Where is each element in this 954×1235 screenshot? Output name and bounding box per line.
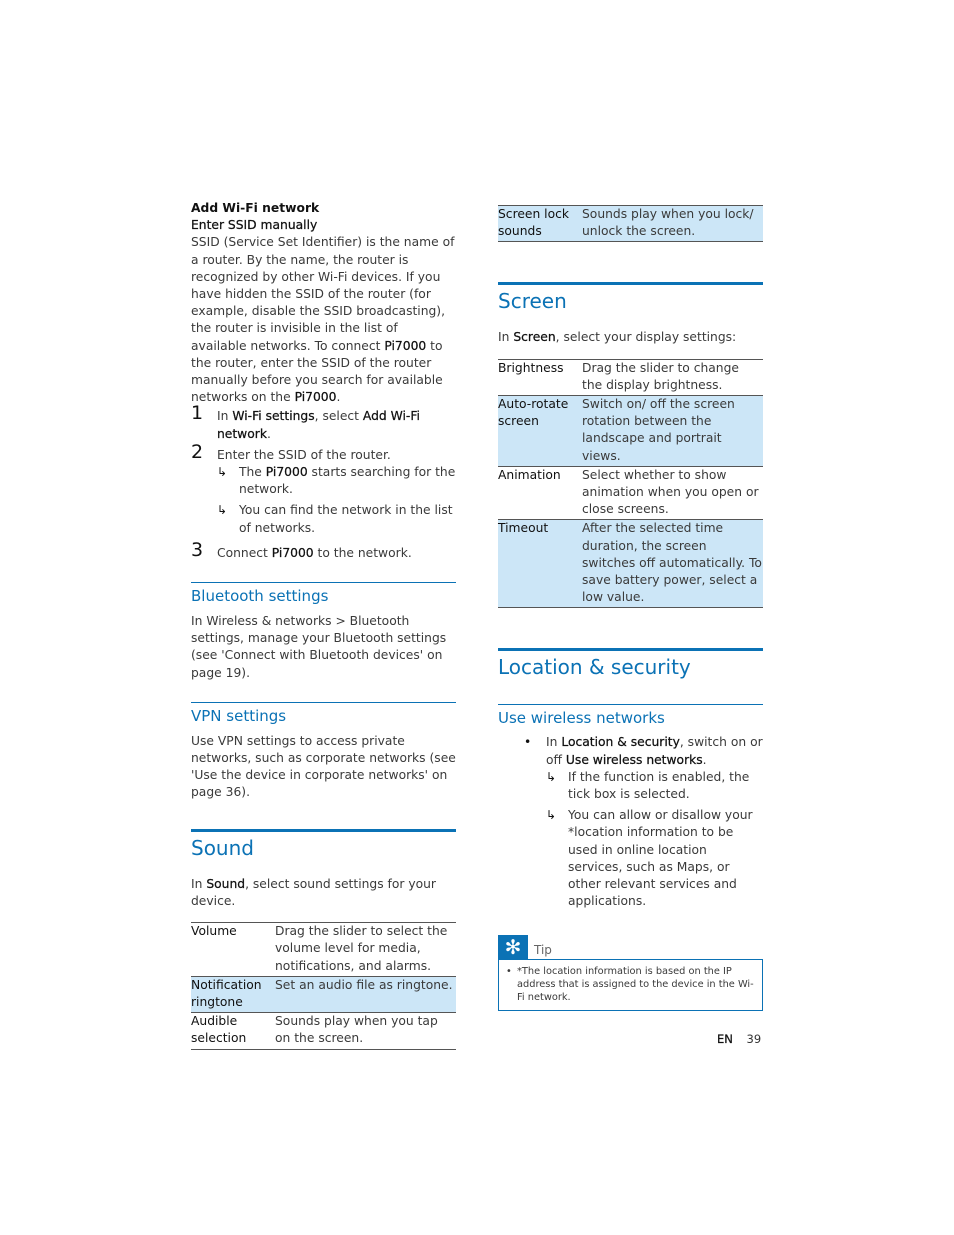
table-row: Timeout After the selected time duration, the screen switches off automatically. To save battery power, select a low value. — [498, 520, 763, 608]
table-row: Notification ringtone Set an audio file as ringtone. — [191, 976, 456, 1012]
step-text: In Wi-Fi settings, select Add Wi-Fi network. — [217, 409, 420, 441]
vpn-heading: VPN settings — [191, 702, 456, 726]
step-2 — [191, 440, 456, 537]
screen-heading: Screen — [498, 282, 763, 314]
table-row: Volume Drag the slider to select the volume level for media, notifications, and alarms. — [191, 923, 456, 977]
step-result: ↳ The Pi7000 starts searching for the network. — [217, 465, 456, 497]
bullet-icon: • — [506, 966, 512, 978]
screen-intro: In Screen, select your display settings: — [498, 330, 737, 345]
wireless-networks-heading: Use wireless networks — [498, 704, 763, 728]
step-result: ↳ If the function is enabled, the tick box is selected. — [546, 769, 750, 802]
location-section — [498, 648, 763, 910]
add-wifi-subtitle: Enter SSID manually — [191, 218, 318, 233]
vpn-text: Use VPN settings to access private networks, such as corporate networks (see 'Use the device in corporate networks' on page 36). — [191, 733, 456, 800]
sound-settings-table-continued — [498, 205, 763, 242]
step-number: 3 — [191, 538, 204, 561]
left-column — [191, 200, 456, 1050]
bluetooth-text: In Wireless & networks > Bluetooth settings, manage your Bluetooth settings (see 'Connect with Bluetooth devices' on page 19). — [191, 614, 447, 680]
table-row: Screen lock sounds Sounds play when you lock/ unlock the screen. — [498, 206, 763, 242]
result-arrow-icon: ↳ — [217, 465, 228, 480]
language-code: EN — [717, 1032, 733, 1046]
add-wifi-section — [191, 200, 456, 562]
page-number: 39 — [746, 1032, 762, 1046]
tip-header — [498, 935, 763, 959]
screen-settings-table — [498, 359, 763, 609]
table-row: Animation Select whether to show animation when you open or close screens. — [498, 466, 763, 520]
step-number: 1 — [191, 402, 204, 425]
step-3 — [191, 538, 456, 562]
tip-icon: ✻ — [498, 935, 528, 959]
list-item: • In Location & security, switch on or off Use wireless networks. ↳ If the function is enabled, the tick box is selected. ↳ You can allow or disallow your *location information to be used in online location services, such as Maps, or other relevant services and applications. — [498, 734, 763, 910]
step-number: 2 — [191, 440, 204, 463]
add-wifi-description: SSID (Service Set Identifier) is the name of a router. By the name, the router is recognized by other Wi-Fi devices. If you have hidden the SSID of the router (for example, disable the SSID broadcasting), the router is invisible in the list of available networks. To connect Pi7000 to the router, enter the SSID of the router manually before you search for available networks on the Pi7000. — [191, 235, 455, 405]
table-row: Auto-rotate screen Switch on/ off the screen rotation between the landscape and portrait views. — [498, 396, 763, 467]
tip-text: *The location information is based on the IP address that is assigned to the device in the Wi-Fi network. — [517, 966, 754, 1004]
screen-section — [498, 282, 763, 608]
location-heading: Location & security — [498, 648, 763, 680]
add-wifi-title: Add Wi-Fi network — [191, 201, 320, 215]
step-text: Enter the SSID of the router. — [217, 447, 391, 462]
tip-block — [498, 935, 763, 1011]
step-text: Connect Pi7000 to the network. — [217, 545, 412, 560]
step-1 — [191, 402, 456, 442]
result-arrow-icon: ↳ — [546, 808, 557, 823]
step-result: ↳ You can find the network in the list of networks. — [217, 503, 453, 535]
result-arrow-icon: ↳ — [217, 503, 228, 518]
vpn-section — [191, 702, 456, 802]
result-arrow-icon: ↳ — [546, 769, 557, 784]
table-row: Brightness Drag the slider to change the display brightness. — [498, 359, 763, 395]
sound-section — [191, 829, 456, 1050]
bluetooth-heading: Bluetooth settings — [191, 582, 456, 606]
right-column — [498, 205, 763, 1011]
sound-intro: In Sound, select sound settings for your device. — [191, 876, 436, 908]
tip-box — [498, 959, 763, 1011]
bullet-icon: • — [524, 735, 532, 750]
step-result: ↳ You can allow or disallow your *location information to be used in online location services, such as Maps, or other relevant services and applications. — [546, 808, 753, 909]
bluetooth-section — [191, 582, 456, 682]
table-row: Audible selection Sounds play when you tap on the screen. — [191, 1013, 456, 1049]
tip-label: Tip — [534, 943, 552, 958]
sound-heading: Sound — [191, 829, 456, 861]
page-footer — [717, 1031, 761, 1048]
sound-settings-table — [191, 922, 456, 1049]
